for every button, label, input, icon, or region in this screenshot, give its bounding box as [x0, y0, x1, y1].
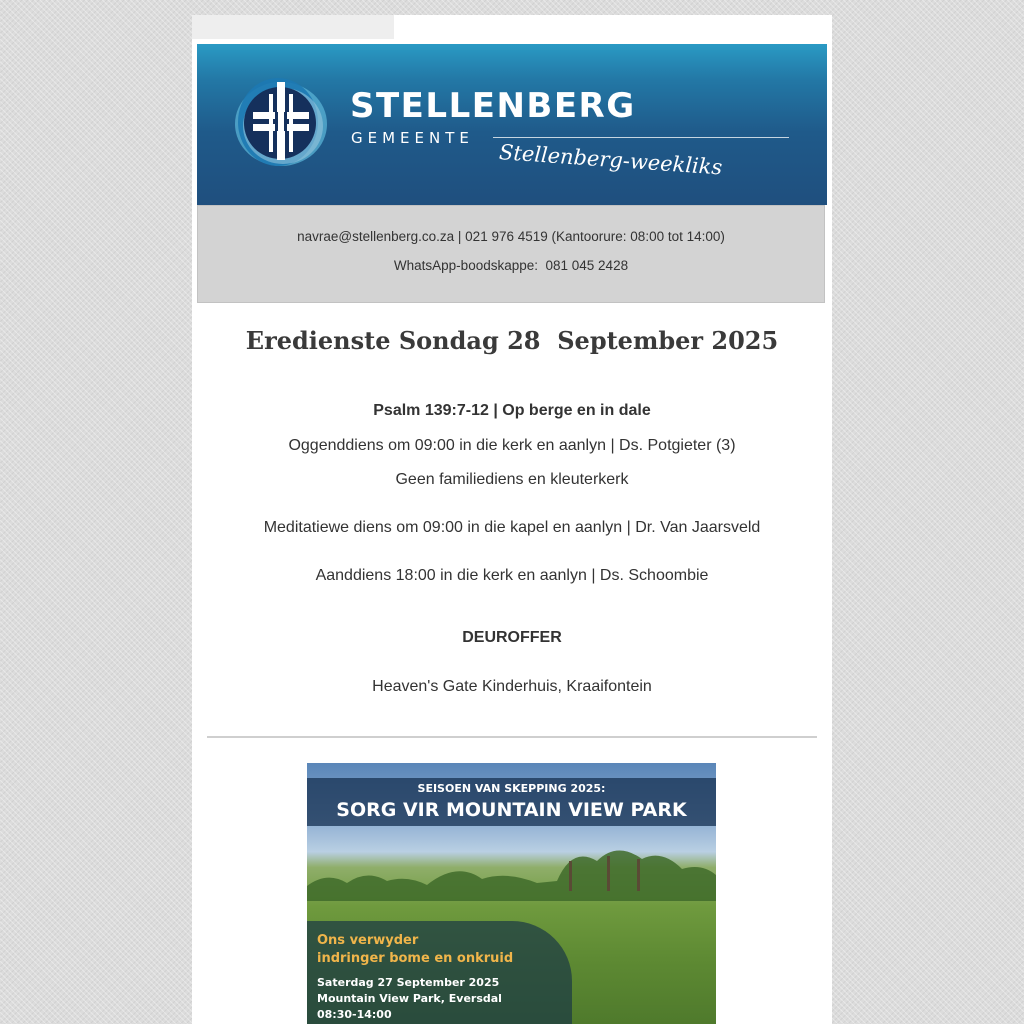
church-cross-logo-icon [233, 76, 329, 172]
section-divider [207, 736, 817, 738]
services-heading: Eredienste Sondag 28 September 2025 [245, 326, 779, 355]
email-container [192, 15, 832, 1024]
park-trees-icon [307, 841, 716, 901]
scripture-reading: Psalm 139:7-12 | Op berge en in dale [373, 402, 651, 419]
poster-highlight-line2: indringer bome en onkruid [317, 951, 514, 966]
evening-service: Aanddiens 18:00 in die kerk en aanlyn | Ds. Schoombie [315, 567, 709, 584]
event-poster-image[interactable] [307, 763, 716, 1024]
poster-title: SORG VIR MOUNTAIN VIEW PARK [336, 799, 687, 821]
poster-location: Mountain View Park, Eversdal [317, 992, 502, 1005]
poster-time: 08:30-14:00 [317, 1008, 392, 1021]
poster-date: Saterdag 27 September 2025 [317, 976, 500, 989]
poster-highlight-line1: Ons verwyder [317, 933, 419, 948]
no-family-service: Geen familiediens en kleuterkerk [395, 471, 629, 488]
contact-box [197, 205, 825, 303]
brand-subtitle: GEMEENTE [351, 129, 474, 147]
offering-recipient: Heaven's Gate Kinderhuis, Kraaifontein [372, 678, 652, 695]
newsletter-name: Stellenberg-weekliks [498, 140, 724, 180]
meditative-service: Meditatiewe diens om 09:00 in die kapel en aanlyn | Dr. Van Jaarsveld [263, 519, 761, 536]
brand-divider [493, 137, 789, 138]
offering-label: DEUROFFER [462, 629, 562, 646]
header-banner [197, 44, 827, 205]
poster-kicker: SEISOEN VAN SKEPPING 2025: [417, 782, 606, 795]
contact-whatsapp[interactable]: WhatsApp-boodskappe: 081 045 2428 [393, 258, 629, 273]
morning-service: Oggenddiens om 09:00 in die kerk en aanlyn | Ds. Potgieter (3) [288, 437, 736, 454]
brand-name: STELLENBERG [350, 86, 636, 126]
contact-email-phone[interactable]: navrae@stellenberg.co.za | 021 976 4519 (Kantoorure: 08:00 tot 14:00) [297, 229, 725, 244]
preheader-bar [192, 15, 394, 39]
